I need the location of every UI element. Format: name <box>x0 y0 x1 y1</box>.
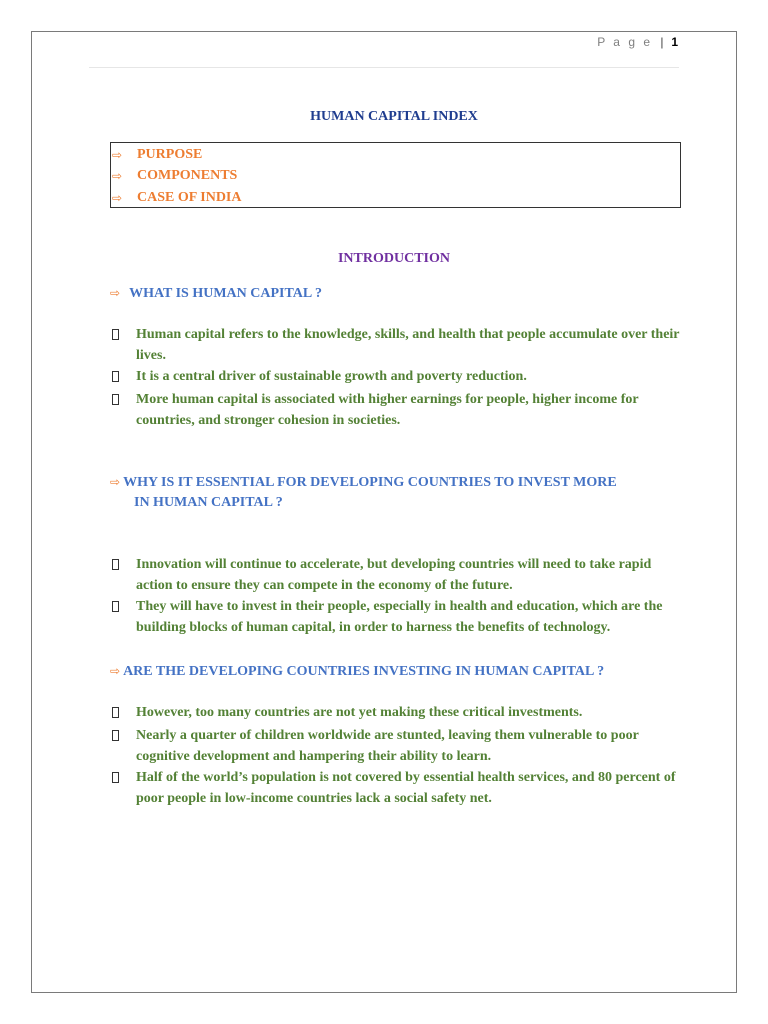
arrow-bullet-icon: ⇨ <box>112 169 123 184</box>
contents-item-label: PURPOSE <box>137 146 203 162</box>
bullet-icon <box>112 725 136 767</box>
bullet-icon <box>112 389 136 431</box>
bullet-list-1 <box>112 324 682 431</box>
contents-item-case-of-india <box>112 187 680 209</box>
bullet-icon <box>112 366 136 389</box>
list-item-text: Human capital refers to the knowledge, skills, and health that people accumulate over their lives. <box>136 327 680 363</box>
list-item-text: However, too many countries are not yet making these critical investments. <box>136 705 583 720</box>
contents-item-label: COMPONENTS <box>137 168 238 184</box>
list-item <box>112 389 682 431</box>
bullet-icon <box>112 702 136 725</box>
bullet-icon <box>112 596 136 638</box>
list-item-text: Innovation will continue to accelerate, but developing countries will need to take rapid action to ensure they can compete in the economy of the future. <box>136 557 652 593</box>
list-item <box>112 767 682 809</box>
question-text: WHAT IS HUMAN CAPITAL ? <box>129 286 322 301</box>
bullet-icon <box>112 554 136 596</box>
header-rule <box>89 67 679 68</box>
bullet-list-3 <box>112 702 682 809</box>
list-item <box>112 702 682 725</box>
contents-item-components <box>112 166 680 188</box>
question-text-line-2: IN HUMAN CAPITAL ? <box>134 495 283 510</box>
section-question-1 <box>110 283 670 304</box>
list-item-text: Half of the world’s population is not covered by essential health services, and 80 percent of poor people in low-income countries lack a social safety net. <box>136 770 676 806</box>
contents-item-purpose <box>112 144 680 166</box>
document-title: HUMAN CAPITAL INDEX <box>310 109 478 124</box>
list-item-text: It is a central driver of sustainable growth and poverty reduction. <box>136 369 527 384</box>
section-question-2 <box>110 472 670 513</box>
page-label: P a g e <box>597 35 653 49</box>
bullet-list-2 <box>112 554 682 638</box>
page-number <box>597 35 678 49</box>
list-item <box>112 324 682 366</box>
arrow-bullet-icon: ⇨ <box>110 475 121 489</box>
contents-box <box>110 142 681 208</box>
list-item-text: More human capital is associated with higher earnings for people, higher income for countries, and stronger cohesion in societies. <box>136 392 639 428</box>
page-separator: | <box>660 35 664 49</box>
section-question-3 <box>110 661 670 682</box>
list-item <box>112 725 682 767</box>
page-number-value: 1 <box>671 35 678 49</box>
arrow-bullet-icon: ⇨ <box>112 190 123 205</box>
list-item-text: They will have to invest in their people, especially in health and education, which are the building blocks of human capital, in order to harness the benefits of technology. <box>136 599 663 635</box>
bullet-icon <box>112 767 136 809</box>
list-item <box>112 366 682 389</box>
arrow-bullet-icon: ⇨ <box>110 286 121 300</box>
question-text-line-1: WHY IS IT ESSENTIAL FOR DEVELOPING COUNTRIES TO INVEST MORE <box>123 475 617 490</box>
list-item <box>112 596 682 638</box>
arrow-bullet-icon: ⇨ <box>110 664 121 678</box>
introduction-heading: INTRODUCTION <box>337 251 450 266</box>
document-page <box>31 31 737 993</box>
question-text: ARE THE DEVELOPING COUNTRIES INVESTING IN HUMAN CAPITAL ? <box>123 664 605 679</box>
list-item-text: Nearly a quarter of children worldwide are stunted, leaving them vulnerable to poor cognitive development and hampering their ability to learn. <box>136 728 639 764</box>
bullet-icon <box>112 324 136 366</box>
list-item <box>112 554 682 596</box>
contents-item-label: CASE OF INDIA <box>137 189 242 205</box>
arrow-bullet-icon: ⇨ <box>112 147 123 162</box>
